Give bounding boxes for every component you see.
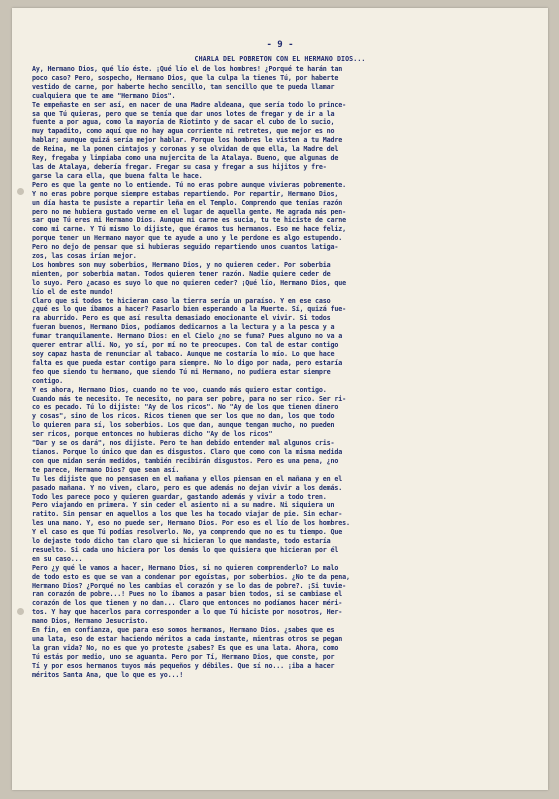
text-line: hablar; aunque quizá sería mejor hablar. Porque los hombres le visten a tu Madre <box>32 136 343 145</box>
punch-hole <box>17 608 24 615</box>
text-line: cualquiera que te ame "Hermano Dios". <box>32 91 176 100</box>
text-line: con que midan serán medidos, también recibirán disgustos. Pero es una pena, ¿no <box>32 456 339 465</box>
text-line: mienten, por soberbia matan. Todos quieren tener razón. Nadie quiere ceder de <box>32 269 331 278</box>
text-line: En fin, en confianza, que para eso somos hermanos, Hermano Dios. ¿sabes que es <box>32 626 335 635</box>
text-line: Ay, Hermano Dios, qué lío éste. ¡Qué lío el de los hombres! ¿Porqué te harán tan <box>32 65 343 73</box>
text-line: garse la cara ella, que buena falta le hace. <box>32 171 203 180</box>
text-line: ra aburrido. Pero es que así resulta demasiado emocionante el vivir. Si todos <box>32 314 331 323</box>
text-line: lo quieren para sí, los soberbios. Los que dan, aunque tengan mucho, no pueden <box>32 421 335 430</box>
text-line: fuente a por agua, como la mayoría de Riotinto y de sacar el cubo de lo sucio, <box>32 118 335 127</box>
text-line: ser ricos, porque entonces no hubieras dicho "Ay de los ricos" <box>32 430 273 439</box>
text-line: pasado mañana. Y no viven, claro, pero es que además no dejan vivir a los demás. <box>32 483 343 492</box>
text-line: Y es ahora, Hermano Dios, cuando no te voo, cuando más quiero estar contigo. <box>32 385 327 394</box>
text-line: falta es que pueda estar contigo para siempre. No lo digo por nada, pero estaría <box>32 358 343 367</box>
text-line: "Dar y se os dará", nos dijiste. Pero te han debido entender mal algunos cris- <box>32 439 335 448</box>
text-line: zos, las cosas irían mejor. <box>32 252 137 261</box>
document-page <box>12 8 548 790</box>
text-line: como mi carne. Y Tú mismo lo dijiste, que éramos tus hermanos. Eso me hace feliz, <box>32 225 346 234</box>
text-line: Tí y por esos hermanos tuyos más pequeños y débiles. Que sí no... ¡iba a hacer <box>32 661 335 670</box>
text-line: fueran buenos, Hermano Dios, podíamos dedicarnos a la lectura y a la pesca y a <box>32 323 335 332</box>
text-line: Todo les parece poco y quieren guardar, gastando además y vivir a todo tren. <box>32 492 327 501</box>
text-line: co es pecado. Tú lo dijiste: "Ay de los ricos". No "Ay de los que tienen dinero <box>32 403 339 412</box>
page-number: - 9 - <box>266 40 294 50</box>
text-line: lo suyo. Pero ¿acaso es suyo lo que no quieren ceder? ¡Qué lío, Hermano Dios, que <box>32 278 346 287</box>
text-line: Cuando más te necesito. Te necesito, no para ser pobre, para no ser rico. Ser ri- <box>32 394 346 403</box>
text-line: de todo esto es que se van a condenar por egoístas, por soberbios. ¿No te da pena, <box>32 572 350 581</box>
text-line: Tú estás por medio, uno se aguanta. Pero por Tí, Hermano Dios, que conste, por <box>32 652 335 661</box>
text-line: resuelto. Si cada uno hiciera por los demás lo que quisiera que hicieran por él <box>32 545 339 554</box>
text-line: Claro que si todos te hicieran caso la tierra sería un paraíso. Y en ese caso <box>32 296 331 305</box>
text-line: sar que Tú eres mi Hermano Dios. Aunque mi carne es sucia, tu te hiciste de carne <box>32 216 346 225</box>
text-line: tianos. Porque lo único que dan es disgustos. Claro que como con la misma medida <box>32 447 343 456</box>
punch-hole <box>17 188 24 195</box>
body-text <box>32 65 544 680</box>
text-line: lío el de este mundo! <box>32 287 114 296</box>
text-line: lo dejaste todo dicho tan claro que si hicieran lo que mandaste, todo estaría <box>32 537 331 546</box>
text-line: Hermano Dios? ¿Porqué no les cambias el corazón y se lo das de pobre?. ¡Si tuvie- <box>32 581 346 590</box>
text-line: Tu les dijiste que no pensasen en el mañana y ellos piensan en el mañana y en el <box>32 474 343 483</box>
text-line: les una mano. Y, eso no puede ser, Hermano Dios. Por eso es el lío de los hombres. <box>32 519 350 528</box>
text-line: querer entrar allí. No, yo sí, por mí no te preocupes. Con tal de estar contigo <box>32 341 339 350</box>
text-line: mano Dios, Hermano Jesucristo. <box>32 617 149 626</box>
text-line: ran corazón de pobre...! Pues no lo íbamos a pasar bien todos, si se cambiase el <box>32 590 343 599</box>
text-line: sa que Tú quieras, pero que se tenía que dar unos lotes de fregar y de ir a la <box>32 109 335 118</box>
text-line: de Reina, me la ponen cintajos y coronas y se olvidan de que ella, la Madre del <box>32 145 339 154</box>
text-line: soy capaz hasta de renunciar al tabaco. Aunque me costaría lo mío. Lo que hace <box>32 350 335 358</box>
text-line: Los hombres son muy soberbios, Hermano Dios, y no quieren ceder. Por soberbia <box>32 260 331 269</box>
text-line: pero no me hubiera gustado verme en el lugar de aquella gente. Me agrada más pen- <box>32 207 346 216</box>
document-title: CHARLA DEL POBRETON CON EL HERMANO DIOS... <box>194 55 366 63</box>
text-line: la gran vida? No, no es que yo proteste ¿sabes? Es que es una lata. Ahora, como <box>32 643 339 652</box>
text-line: corazón de los que tienen y no dan... Claro que entonces no podíamos hacer méri- <box>32 599 343 608</box>
text-line: méritos Santa Ana, que lo que es yo...! <box>32 670 184 679</box>
text-line: Y no eras pobre porque siempre estabas repartiendo. Por repartir, Hermano Dios, <box>32 189 339 198</box>
text-line: un día hasta te pusiste a repartir leña en el Templo. Comprendo que tenías razón <box>32 198 343 207</box>
text-line: Rey, fregaba y limpiaba como una mujercita de la Atalaya. Bueno, que algunas de <box>32 154 339 163</box>
text-line: Te empeñaste en ser así, en nacer de una Madre aldeana, que sería todo lo prince- <box>32 100 346 109</box>
text-line: las de Atalaya, debería fregar. Fregar su casa y fregar a sus hijitos y fre- <box>32 162 327 171</box>
text-line: te parece, Hermano Dios? que sean así. <box>32 465 180 474</box>
text-line: Pero es que la gente no lo entiende. Tú no eras pobre aunque vivieras pobremente. <box>32 180 346 189</box>
text-line: porque tener un Hermano mayor que te ayude a uno y le perdone es algo estupendo. <box>32 234 343 243</box>
text-line: poco caso? Pero, sospecho, Hermano Dios, que la culpa la tienes Tú, por haberte <box>32 73 339 82</box>
text-line: y cosas", sino de los ricos. Ricos tienen que ser los que no dan, los que todo <box>32 412 335 421</box>
text-line: Pero viajando en primera. Y sin ceder el asiento ni a su madre. Ni siquiera un <box>32 501 335 510</box>
text-line: tos. Y hay que hacerlos para corresponder a lo que Tú hiciste por nosotros, Her- <box>32 608 343 617</box>
text-line: fumar tranquilamente. Hermano Dios: en el Cielo ¿no se fuma? Pues alguno no va a <box>32 332 343 341</box>
text-line: Pero no dejo de pensar que si hubieras seguido repartiendo unos cuantos latiga- <box>32 243 339 252</box>
text-line: Y el caso es que Tú podías resolverlo. No, ya comprendo que no es tu tiempo. Que <box>32 528 343 537</box>
text-line: ratito. Sin pensar en aquellos a los que les ha tocado viajar de pie. Sin echar- <box>32 510 343 519</box>
text-line: ¿qué es lo que íbamos a hacer? Pasarlo bien esperando a la Muerte. Sí, quizá fue- <box>32 305 346 314</box>
text-line: contigo. <box>32 376 64 385</box>
text-line: muy tapadito, como aquí que no hay agua corriente ni retretes, que mejor es no <box>32 127 335 136</box>
text-line: feo que siendo tu hermano, que siendo Tú mi Hermano, no pudiera estar siempre <box>32 367 331 376</box>
text-line: en su caso... <box>32 554 83 563</box>
text-line: Pero ¿y qué le vamos a hacer, Hermano Dios, si no quieren comprenderlo? Lo malo <box>32 563 339 572</box>
text-line: vestido de carne, por haberte hecho sencillo, tan sencillo que te pueda llamar <box>32 82 335 91</box>
text-line: una lata, eso de estar haciendo méritos a cada instante, mientras otros se pegan <box>32 635 343 643</box>
